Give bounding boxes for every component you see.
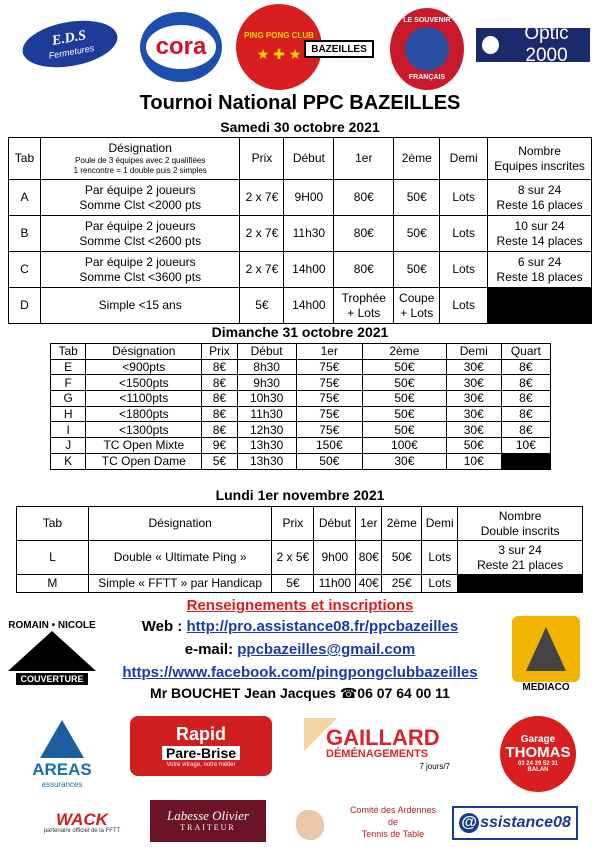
table-row: H <1800pts 8€ 11h30 75€ 50€ 30€ 8€ [51, 406, 551, 422]
table-row: C Par équipe 2 joueurs Somme Clst <3600 pts 2 x 7€ 14h00 80€ 50€ Lots 6 sur 24 Reste 18 places [9, 252, 592, 288]
table-row: B Par équipe 2 joueurs Somme Clst <2600 pts 2 x 7€ 11h30 80€ 50€ Lots 10 sur 24 Reste 14 places [9, 216, 592, 252]
ardennes-map-icon [296, 810, 324, 840]
assistance08-logo: @ ssistance08 [452, 806, 578, 840]
table-row: E <900pts 8€ 8h30 75€ 50€ 30€ 8€ [51, 359, 551, 375]
table-row: G <1100pts 8€ 10h30 75€ 50€ 30€ 8€ [51, 391, 551, 407]
optic-ring-icon [482, 36, 499, 54]
table-header-row: Tab Désignation Prix Début 1er 2ème Demi Quart [51, 344, 551, 360]
table-row: J TC Open Mixte 9€ 13h30 150€ 100€ 50€ 10€ [51, 438, 551, 454]
comite-ardennes-logo: Comité des Ardennes de Tennis de Table [296, 804, 442, 842]
stars-icon: ★ ✚ ★ [256, 46, 302, 62]
email-link[interactable]: ppcbazeilles@gmail.com [237, 641, 416, 658]
sunday-table [50, 343, 551, 470]
romain-nicole-logo: ROMAIN • NICOLE COUVERTURE [8, 619, 96, 684]
mediaco-logo: MEDIACO [510, 612, 582, 696]
page-title: Tournoi National PPC BAZEILLES [139, 92, 461, 114]
rapid-pare-brise-logo: Rapid Pare-Brise Votre vitrage, notre métier [130, 716, 272, 776]
mediaco-triangle-icon [526, 627, 566, 671]
table-row: F <1500pts 8€ 9h30 75€ 50€ 30€ 8€ [51, 375, 551, 391]
ping-pong-club-logo: PING PONG CLUB ★ ✚ ★ [236, 4, 322, 90]
saturday-heading: Samedi 30 octobre 2021 [220, 119, 380, 135]
monday-heading: Lundi 1er novembre 2021 [215, 487, 385, 503]
table-row: K TC Open Dame 5€ 13h30 50€ 30€ 10€ [51, 453, 551, 469]
roof-icon [8, 631, 96, 671]
wack-logo: WACK partenaire officiel de la FFTT [43, 809, 121, 834]
table-header-row: Tab Désignation Poule de 3 équipes avec 2 qualifiées 1 rencontre = 1 double puis 2 simples Prix Début 1er 2ème Demi Nombre Equipes inscrites [9, 138, 592, 180]
saturday-table [8, 137, 592, 324]
gaillard-demenagements-logo: GAILLARD DÉMÉNAGEMENTS 7 jours/7 [304, 718, 450, 780]
sponsor-logos-top [0, 0, 600, 92]
sunday-heading: Dimanche 31 octobre 2021 [211, 324, 389, 340]
areas-logo: AREAS assurances [22, 716, 102, 792]
table-row: A Par équipe 2 joueurs Somme Clst <2000 pts 2 x 7€ 9H00 80€ 50€ Lots 8 sur 24 Reste 16 places [9, 180, 592, 216]
eds-fermetures-logo: E.D.S Fermetures [19, 14, 121, 74]
garage-thomas-logo: Garage THOMAS 03 24 29 52 31 BALAN [500, 716, 576, 792]
web-line: Web : http://pro.assistance08.fr/ppcbazeilles [141, 618, 459, 635]
areas-triangle-icon [40, 720, 84, 758]
website-link[interactable]: http://pro.assistance08.fr/ppcbazeilles [186, 618, 459, 635]
empty-black-cell [488, 288, 592, 324]
labesse-olivier-logo: Labesse Olivier TRAITEUR [150, 800, 266, 842]
info-heading: Renseignements et inscriptions [186, 597, 414, 614]
table-header-row: Tab Désignation Prix Début 1er 2ème Demi Nombre Double inscrits [17, 507, 583, 541]
contact-line: Mr BOUCHET Jean Jacques ☎06 07 64 00 11 [150, 685, 450, 701]
souvenir-francais-logo: LE SOUVENIR FRANÇAIS [390, 8, 464, 90]
monday-table [16, 506, 583, 593]
empty-black-cell [501, 453, 550, 469]
facebook-link[interactable]: https://www.facebook.com/pingpongclubbazeilles [122, 664, 478, 681]
cora-logo: cora [140, 12, 222, 82]
bazeilles-label: BAZEILLES [304, 40, 374, 58]
emblem-icon [405, 27, 449, 71]
table-row: L Double « Ultimate Ping » 2 x 5€ 9h00 80€ 50€ Lots 3 sur 24 Reste 21 places [17, 541, 583, 575]
at-sign-icon: @ [459, 813, 479, 833]
email-line: e-mail: ppcbazeilles@gmail.com [184, 641, 416, 658]
table-row: M Simple « FFTT » par Handicap 5€ 11h00 40€ 25€ Lots [17, 575, 583, 593]
empty-black-cell [458, 575, 583, 593]
table-row: D Simple <15 ans 5€ 14h00 Trophée + Lots Coupe + Lots Lots [9, 288, 592, 324]
optic-2000-logo: Optic 2000 [476, 28, 590, 62]
table-row: I <1300pts 8€ 12h30 75€ 50€ 30€ 8€ [51, 422, 551, 438]
